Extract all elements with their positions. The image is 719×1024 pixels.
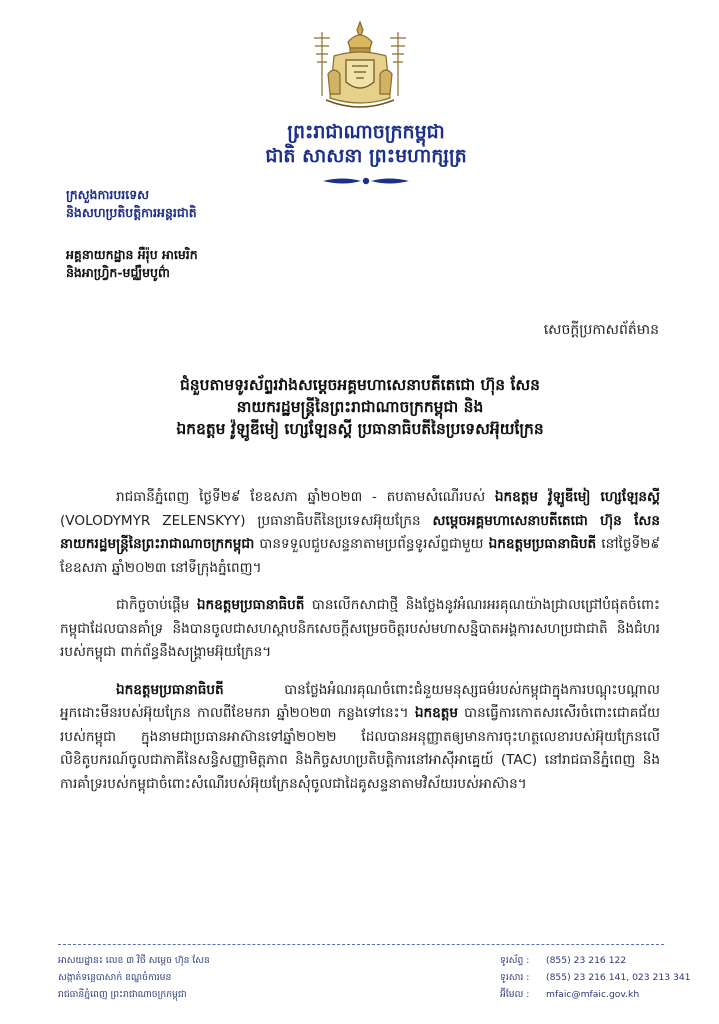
fax-value: (855) 23 216 141, 023 213 341 [546, 972, 691, 983]
footer-contacts [500, 952, 710, 1003]
footer-divider [58, 944, 664, 945]
contact-phone [500, 952, 710, 969]
ministry-name [66, 186, 266, 222]
address-line-1: អាសយដ្ឋាន៖ លេខ ៣ វិថី សម្តេច ហ៊ុន សែន [58, 955, 210, 966]
title-line-2: នាយករដ្ឋមន្ត្រីនៃព្រះរាជាណាចក្រកម្ពុជា និង [236, 398, 484, 416]
p3-bold-c: ឯកឧត្តម [414, 705, 458, 721]
national-motto: ជាតិ សាសនា ព្រះមហាក្សត្រ [265, 145, 467, 167]
paragraph-3 [60, 679, 660, 797]
contact-fax [500, 969, 710, 986]
p1-text-c: (VOLODYMYR ZELENSKYY) ប្រធានាធិបតីនៃប្រទេសអ៊ុយក្រែន [60, 512, 433, 529]
phone-label: ទូរស័ព្ទ : [500, 955, 530, 966]
email-label: អ៊ីមែល : [500, 989, 530, 1000]
royal-coat-of-arms-icon [304, 18, 416, 116]
department-name [66, 246, 266, 282]
ministry-line-2: និងសហប្រតិបត្តិការអន្តរជាតិ [66, 205, 197, 220]
p2-bold-b: ឯកឧត្តមប្រធានាធិបតី [196, 597, 305, 613]
press-release-body [60, 486, 660, 810]
p1-bold-d: សម្តេចអគ្គមហាសេនាបតីតេជោ ហ៊ុន សែន នាយករដ្ឋមន្ត្រីនៃព្រះរាជាណាចក្រកម្ពុជា [60, 512, 660, 552]
p1-bold-b: ឯកឧត្តម វ៉ូឡូឌីមៀ ហ្សេឡែនស្គី [494, 489, 660, 505]
p1-text-e: បានទទួលជួបសន្ទនាតាមប្រព័ន្ធទូរស័ព្ទជាមួយ [254, 536, 489, 552]
p3-text-b: បានថ្លែងអំណរគុណចំពោះជំនួយមនុស្សធម៌របស់កម្ពុជាក្នុងការបណ្តុះបណ្តាល អ្នកដោះមីនរបស់អ៊ុយក្រែន កាលពីខែមករា ឆ្នាំ២០២៣ កន្លងទៅនេះ។ [60, 681, 660, 721]
department-line-2: និងអាហ្វ្រិក-មជ្ឈឹមបូព៌ា [66, 265, 170, 280]
document-type-label: សេចក្តីប្រកាសព័ត៌មាន [543, 322, 659, 338]
p2-text-c: បានលើកសាជាថ្មី និងថ្លែងនូវអំណរអរគុណយ៉ាងជ្រាលជ្រៅបំផុតចំពោះកម្ពុជាដែលបានគាំទ្រ និងបានចូលជាសហស្ពាបនិកសេចក្តីសម្រេចចិត្តរបស់មហាសន្និបាតអង្គការសហប្រជាជាតិ និងជំហររបស់កម្ពុជា ពាក់ព័ន្ធនឹងសង្គ្រាមអ៊ុយក្រែន។ [60, 597, 660, 660]
title-line-1: ជំនួបតាមទូរស័ព្ទរវាងសម្តេចអគ្គមហាសេនាបតីតេជោ ហ៊ុន សែន [179, 376, 541, 394]
paragraph-2 [60, 594, 660, 665]
p1-text-g: នៅថ្ងៃទី២៩ ខែឧសភា ឆ្នាំ២០២៣ នៅទីក្រុងភ្នំពេញ។ [60, 536, 660, 576]
phone-value: (855) 23 216 122 [546, 955, 627, 966]
p1-text-a: រាជធានីភ្នំពេញ ថ្ងៃទី២៩ ខែឧសភា ឆ្នាំ២០២៣ - តបតាមសំណើរបស់ [116, 489, 495, 505]
address-line-2: សង្កាត់ទន្លេបាសាក់ ខណ្ឌចំការមន [58, 972, 172, 983]
ministry-line-1: ក្រសួងការបរទេស [66, 187, 150, 202]
p3-bold-a: ឯកឧត្តមប្រធានាធិបតី [116, 681, 224, 698]
press-release-title [60, 374, 660, 440]
kingdom-name: ព្រះរាជាណាចក្រកម្ពុជា [287, 121, 445, 143]
contact-email [500, 986, 710, 1003]
title-line-3: ឯកឧត្តម វ៉ូឡូឌីមៀ ហ្សេឡែនស្គី ប្រធានាធិបតីនៃប្រទេសអ៊ុយក្រែន [176, 420, 544, 438]
p2-text-a: ជាកិច្ចចាប់ផ្តើម [116, 597, 197, 613]
department-line-1: អគ្គនាយកដ្ឋាន អឺរ៉ុប អាមេរិក [66, 247, 198, 262]
divider-ornament-icon [323, 174, 409, 188]
paragraph-1 [60, 486, 660, 580]
fax-label: ទូរសារ : [500, 972, 530, 983]
kingdom-heading [236, 120, 496, 188]
p1-bold-f: ឯកឧត្តមប្រធានាធិបតី [488, 536, 597, 552]
address-line-3: រាជធានីភ្នំពេញ ព្រះរាជាណាចក្រកម្ពុជា [58, 989, 187, 1000]
p3-text-d: បានធ្វើការកោតសរសើរចំពោះជោគជ័យរបស់កម្ពុជា ក្នុងនាមជាប្រធានអាស៊ានទៅឆ្នាំ២០២២ ដែលបានអនុញ្ញាតឲ្យមានការចុះហត្ថលេខារបស់អ៊ុយក្រែនលើលិខិតូបករណ៍ចូលជាភាគីនៃសន្ធិសញ្ញាមិត្តភាព និងកិច្ចសហប្រតិបត្តិការនៅអាស៊ីអាគ្នេយ៍ (TAC) នៅរាជធានីភ្នំពេញ និងការគាំទ្ររបស់កម្ពុជាចំពោះសំណើរបស់អ៊ុយក្រែនសុំចូលជាដៃគូសន្ទនាតាមវិស័យរបស់អាស៊ាន។ [60, 705, 660, 792]
email-value[interactable]: mfaic@mfaic.gov.kh [546, 989, 640, 1000]
footer-address [58, 952, 358, 1003]
